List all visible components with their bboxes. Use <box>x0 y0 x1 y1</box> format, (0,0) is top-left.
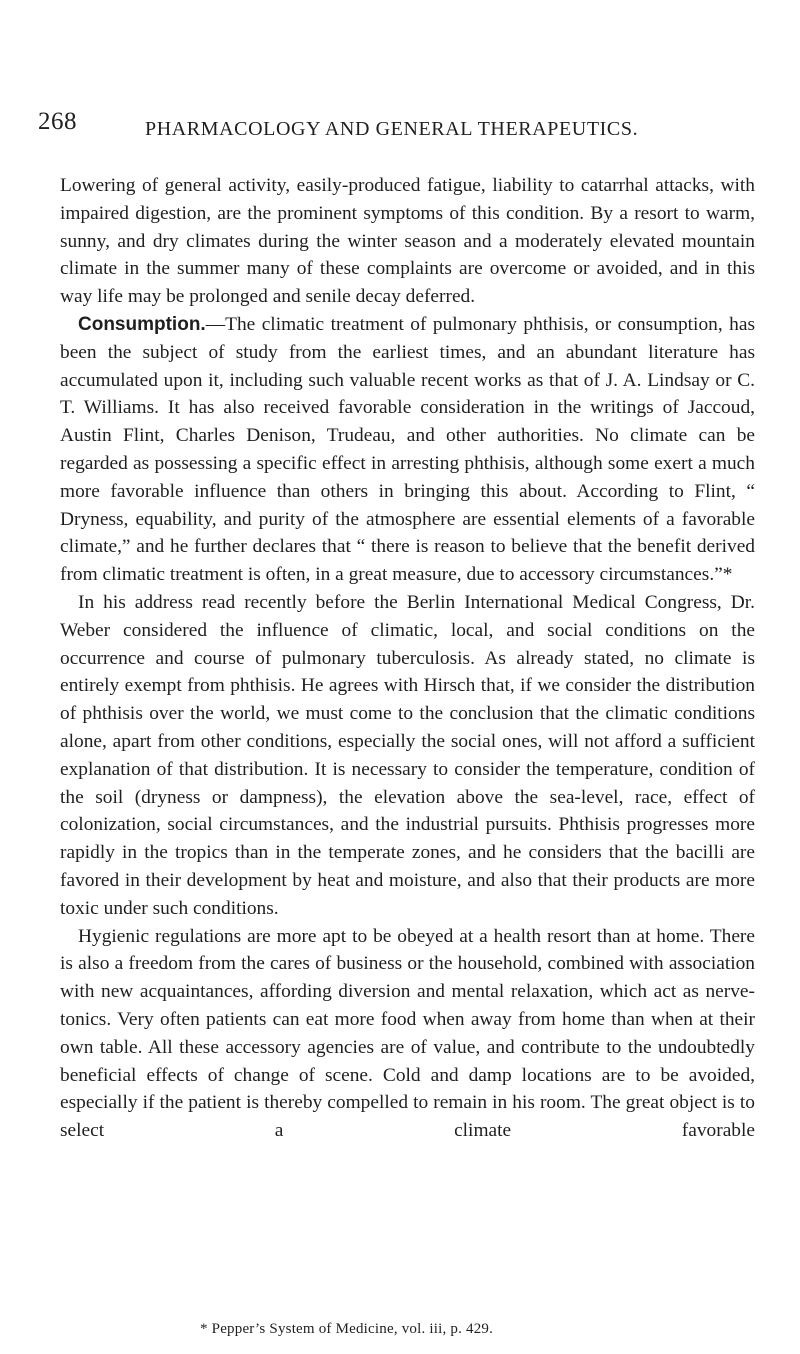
page-number: 268 <box>38 108 77 135</box>
paragraph-text: —The climatic treatment of pulmonary phthisis, or consumption, has been the subject of study from the earliest times, and an abundant literature has accumulated upon it, including such valuable recent works as that of J. A. Lindsay or C. T. Williams. It has also received favorable consideration in the writings of Jaccoud, Austin Flint, Charles Denison, Trudeau, and other authorities. No climate can be regarded as possessing a specific effect in arresting phthisis, although some exert a much more favorable influence than others in bringing this about. According to Flint, “ Dryness, equability, and purity of the atmosphere are essential elements of a favorable climate,” and he further declares that “ there is reason to believe that the benefit derived from climatic treatment is often, in a great measure, due to accessory circumstances.”* <box>60 313 755 586</box>
paragraph <box>60 589 755 923</box>
paragraph-text: In his address read recently before the Berlin International Medical Congress, Dr. Weber considered the influence of climatic, local, and social conditions on the occurrence and course of pulmonary tuberculosis. As already stated, no climate is entirely exempt from phthisis. He agrees with Hirsch that, if we consider the distribution of phthisis over the world, we must come to the conclusion that the climatic conditions alone, apart from other conditions, especially the social ones, will not afford a sufficient explanation of that distribution. It is necessary to consider the temperature, condition of the soil (dryness or dampness), the elevation above the sea-level, race, effect of colonization, social circumstances, and the industrial pursuits. Phthisis progresses more rapidly in the tropics than in the temperate zones, and he considers that the bacilli are favored in their development by heat and moisture, and also that their products are more toxic under such conditions. <box>60 591 755 919</box>
running-head <box>38 108 778 154</box>
paragraph <box>60 923 755 1145</box>
paragraph <box>60 311 755 589</box>
paragraph-text: Lowering of general activity, easily-produced fatigue, liability to catarrhal attacks, with impaired digestion, are the prominent symptoms of this condition. By a resort to warm, sunny, and dry climates during the winter season and a moderately elevated mountain climate in the summer many of these complaints are overcome or avoided, and in this way life may be prolonged and senile decay deferred. <box>60 175 755 308</box>
body-text <box>60 172 755 1145</box>
footnote: * Pepper’s System of Medicine, vol. iii, p. 429. <box>200 1321 494 1337</box>
section-heading: Consumption. <box>78 313 206 335</box>
paragraph-text: Hygienic regulations are more apt to be obeyed at a health resort than at home. There is also a freedom from the cares of business or the household, combined with association with new acquaintances, affording diversion and mental relaxation, which act as nerve-tonics. Very often patients can eat more food when away from home than when at their own table. All these accessory agencies are of value, and contribute to the undoubtedly beneficial effects of change of scene. Cold and damp locations are to be avoided, especially if the patient is thereby compelled to remain in his room. The great object is to select a climate favorable <box>60 925 755 1142</box>
paragraph <box>60 172 755 311</box>
running-title: PHARMACOLOGY AND GENERAL THERAPEUTICS. <box>145 118 639 140</box>
